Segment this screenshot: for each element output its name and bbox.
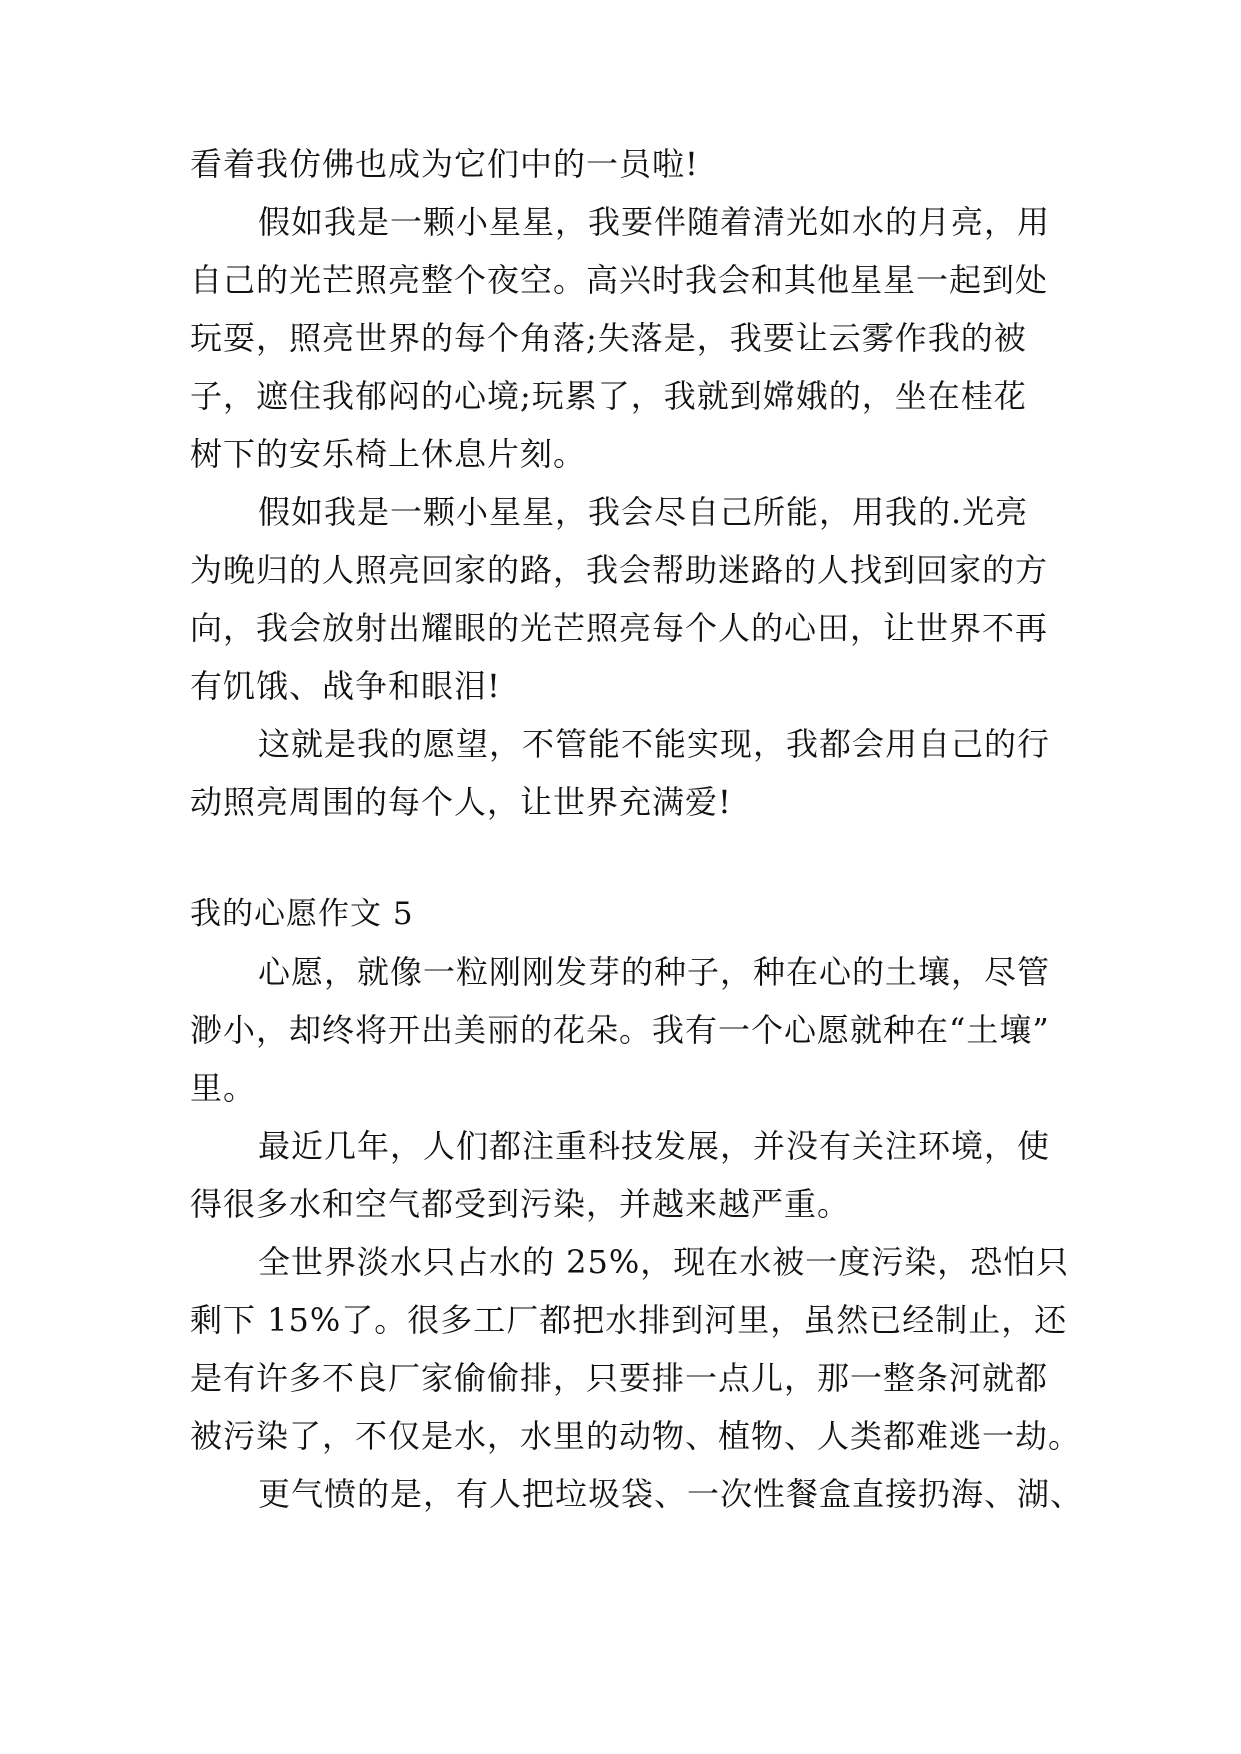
text-line: 剩下 15%了。很多工厂都把水排到河里，虽然已经制止，还: [190, 1301, 1068, 1339]
paragraph-start-line: 假如我是一颗小星星，我要伴随着清光如水的月亮，用: [258, 203, 1051, 241]
section-heading: 我的心愿作文 5: [190, 896, 414, 932]
text-line: 树下的安乐椅上休息片刻。: [190, 435, 587, 473]
paragraph-start-line: 假如我是一颗小星星，我会尽自己所能，用我的.光亮: [258, 493, 1029, 531]
text-line: 是有许多不良厂家偷偷排，只要排一点儿，那一整条河就都: [190, 1359, 1049, 1397]
text-line: 子，遮住我郁闷的心境;玩累了，我就到嫦娥的，坐在桂花: [190, 377, 1027, 415]
paragraph-start-line: 这就是我的愿望，不管能不能实现，我都会用自己的行: [258, 725, 1051, 763]
text-line: 得很多水和空气都受到污染，并越来越严重。: [190, 1185, 851, 1223]
paragraph-start-line: 最近几年，人们都注重科技发展，并没有关注环境，使: [258, 1127, 1051, 1165]
text-line: 看着我仿佛也成为它们中的一员啦!: [190, 145, 699, 183]
text-line: 自己的光芒照亮整个夜空。高兴时我会和其他星星一起到处: [190, 261, 1049, 299]
text-line: 被污染了，不仅是水，水里的动物、植物、人类都难逃一劫。: [190, 1417, 1082, 1455]
paragraph-start-line: 全世界淡水只占水的 25%，现在水被一度污染，恐怕只: [258, 1243, 1070, 1281]
text-line: 玩耍，照亮世界的每个角落;失落是，我要让云雾作我的被: [190, 319, 1027, 357]
text-line: 有饥饿、战争和眼泪!: [190, 667, 501, 705]
text-line: 里。: [190, 1069, 257, 1107]
paragraph-start-line: 心愿，就像一粒刚刚发芽的种子，种在心的土壤，尽管: [258, 953, 1051, 991]
paragraph-start-line: 更气愤的是，有人把垃圾袋、一次性餐盒直接扔海、湖、: [258, 1475, 1084, 1513]
text-line: 为晚归的人照亮回家的路，我会帮助迷路的人找到回家的方: [190, 551, 1049, 589]
text-line: 渺小，却终将开出美丽的花朵。我有一个心愿就种在“土壤”: [190, 1011, 1050, 1049]
text-line: 向，我会放射出耀眼的光芒照亮每个人的心田，让世界不再: [190, 609, 1049, 647]
text-line: 动照亮周围的每个人，让世界充满爱!: [190, 783, 732, 821]
